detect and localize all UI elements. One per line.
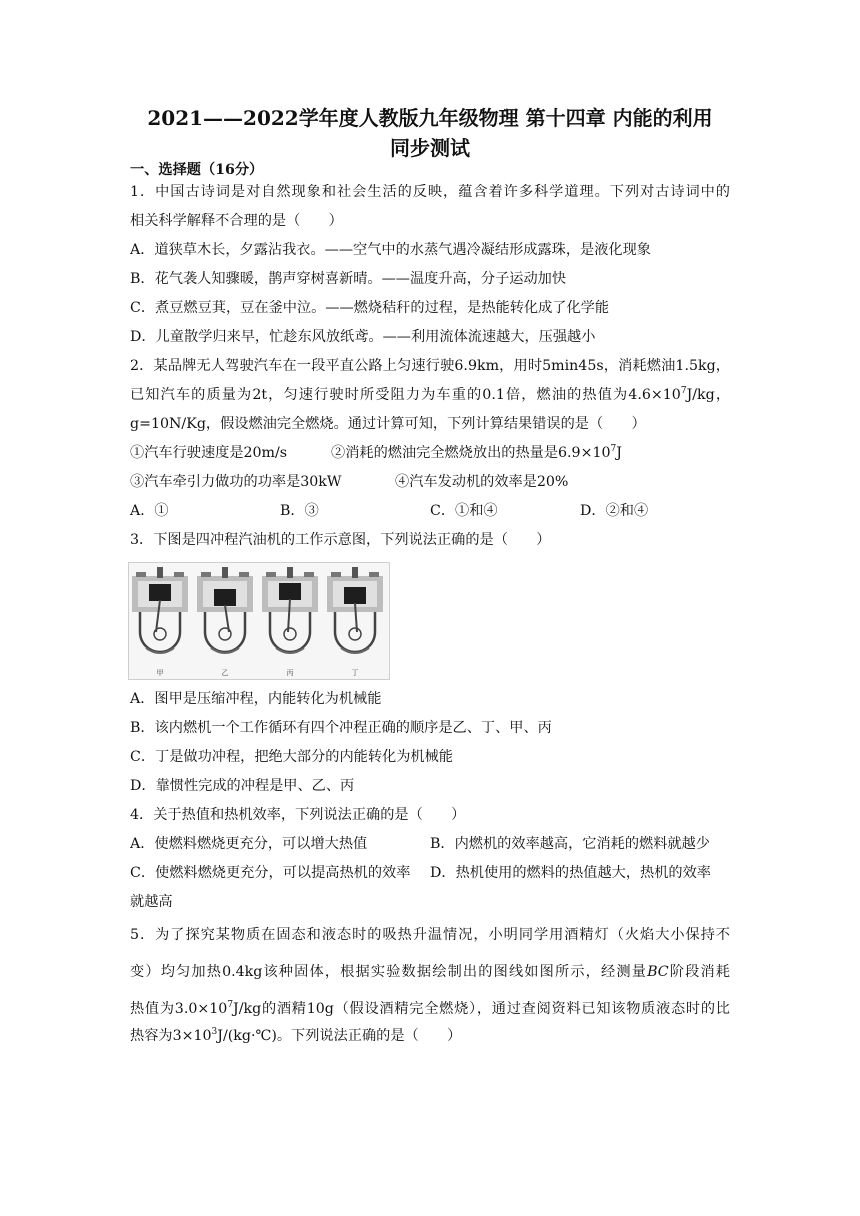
q5-line-2-segment: BC [647, 964, 669, 980]
figure-label-3: 丙 [286, 669, 294, 677]
q1-option-d: D．儿童散学归来早，忙趁东风放纸鸢。——利用流体流速越大，压强越小 [130, 329, 596, 345]
q4-stem: 4．关于热值和热机效率，下列说法正确的是（ ） [130, 807, 466, 823]
engine-diagram-2 [197, 567, 253, 653]
figure-label-4: 丁 [351, 669, 359, 677]
q2-statement-2-text: ②消耗的燃油完全燃烧放出的热量是6.9×10 [331, 445, 611, 461]
q2-statement-4: ④汽车发动机的效率是20% [395, 474, 569, 490]
q3-option-c: C．丁是做功冲程，把绝大部分的内能转化为机械能 [130, 749, 453, 765]
engine-diagram-1 [132, 567, 188, 653]
q3-option-a: A．图甲是压缩冲程，内能转化为机械能 [130, 691, 382, 707]
four-stroke-engine-figure [128, 562, 390, 680]
q2-statement-2 [331, 443, 622, 463]
q5-line-2 [130, 962, 730, 982]
q5-line-2-tail: 阶段消耗 [668, 964, 730, 980]
engine-diagram-3 [262, 567, 318, 653]
engine-diagram-4 [327, 567, 383, 653]
q5-line-4-text: 热容为3×10 [130, 1028, 212, 1044]
q2-option-a: A．① [130, 503, 169, 519]
figure-label-2: 乙 [221, 669, 229, 677]
q4-option-a: A．使燃料燃烧更充分，可以增大热值 [130, 836, 368, 852]
q5-line-3-text: 热值为3.0×10 [130, 1001, 228, 1017]
q5-line-3-tail: J/kg的酒精10g（假设酒精完全燃烧），通过查阅资料已知该物质液态时的比 [233, 1001, 730, 1017]
q5-line-3-exponent: 7 [227, 1000, 234, 1010]
q1-stem-line-2: 相关科学解释不合理的是（ ） [130, 213, 343, 229]
q2-stem-line-3: g=10N/Kg，假设燃油完全燃烧。通过计算可知，下列计算结果错误的是（ ） [130, 416, 646, 432]
q2-option-d: D．②和④ [580, 503, 649, 519]
q4-option-d: D．热机使用的燃料的热值越大，热机的效率 [430, 865, 711, 881]
q3-stem: 3．下图是四冲程汽油机的工作示意图，下列说法正确的是（ ） [130, 532, 551, 548]
q3-option-b: B．该内燃机一个工作循环有四个冲程正确的顺序是乙、丁、甲、丙 [130, 720, 552, 736]
q2-stem-line-2-text: 已知汽车的质量为2t，匀速行驶时所受阻力为车重的0.1倍，燃油的热值为4.6×10 [130, 387, 681, 403]
q5-line-4 [130, 1026, 730, 1046]
title-line-2: 同步测试 [390, 136, 470, 160]
q2-statement-3: ③汽车牵引力做功的功率是30kW [130, 474, 342, 490]
q5-line-3 [130, 999, 730, 1019]
q2-statement-2-exponent: 7 [610, 444, 617, 454]
q5-line-1: 5．为了探究某物质在固态和液态时的吸热升温情况，小明同学用酒精灯（火焰大小保持不 [130, 927, 730, 943]
q4-option-d-continued: 就越高 [130, 894, 173, 910]
q1-option-a: A．道狭草木长，夕露沾我衣。——空气中的水蒸气遇冷凝结形成露珠，是液化现象 [130, 242, 651, 258]
q2-stem-line-2 [130, 385, 730, 405]
q2-stem-line-2-unit: J/kg， [686, 387, 731, 403]
q2-option-b: B．③ [280, 503, 319, 519]
document-title [100, 103, 760, 163]
title-line-1: 2021——2022学年度人教版九年级物理 第十四章 内能的利用 [147, 106, 713, 130]
q2-stem-line-2-exponent: 7 [680, 386, 687, 396]
figure-label-1: 甲 [156, 669, 164, 677]
q2-option-c: C．①和④ [430, 503, 498, 519]
q4-option-c: C．使燃料燃烧更充分，可以提高热机的效率 [130, 865, 411, 881]
q2-stem-line-1: 2．某品牌无人驾驶汽车在一段平直公路上匀速行驶6.9km，用时5min45s，消耗燃油1.5kg， [130, 358, 730, 374]
q5-line-4-exponent: 3 [211, 1027, 218, 1037]
q5-line-2-text: 变）均匀加热0.4kg该种固体，根据实验数据绘制出的图线如图所示，经测量 [130, 964, 648, 980]
section-heading: 一、选择题（16分） [130, 162, 264, 178]
q3-option-d: D．靠惯性完成的冲程是甲、乙、丙 [130, 778, 355, 794]
q1-option-b: B．花气袭人知骤暖，鹊声穿树喜新晴。——温度升高，分子运动加快 [130, 271, 567, 287]
q2-statement-1: ①汽车行驶速度是20m/s [130, 445, 288, 461]
q5-line-4-tail: J/(kg·℃)。下列说法正确的是（ ） [217, 1028, 462, 1044]
q4-option-b: B．内燃机的效率越高，它消耗的燃料就越少 [430, 836, 710, 852]
q1-stem-line-1: 1．中国古诗词是对自然现象和社会生活的反映，蕴含着许多科学道理。下列对古诗词中的 [130, 184, 730, 200]
q1-option-c: C．煮豆燃豆萁，豆在釜中泣。——燃烧秸秆的过程，是热能转化成了化学能 [130, 300, 610, 316]
q2-statement-2-unit: J [616, 445, 622, 461]
